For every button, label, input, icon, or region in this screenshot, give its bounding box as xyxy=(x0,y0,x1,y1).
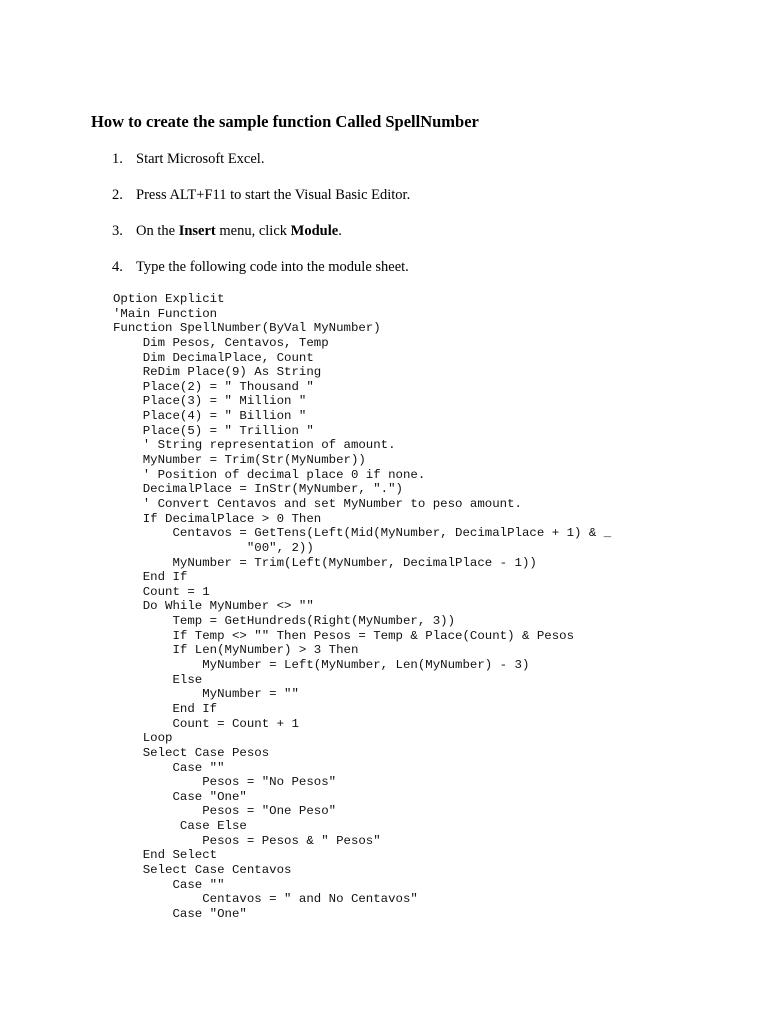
insert-menu-label: Insert xyxy=(178,223,216,239)
code-line: Option Explicit xyxy=(113,292,225,306)
vba-code-block xyxy=(113,292,611,922)
code-line: MyNumber = Trim(Left(MyNumber, DecimalPlace - 1)) xyxy=(113,555,537,570)
code-line: Case "" xyxy=(113,760,225,775)
code-line: Place(2) = " Thousand " xyxy=(113,379,314,394)
step-text xyxy=(136,222,342,240)
module-menu-item-label: Module xyxy=(290,223,339,239)
code-line: Count = 1 xyxy=(113,584,210,599)
step-text: Press ALT+F11 to start the Visual Basic Editor. xyxy=(136,187,411,203)
code-line: Case Else xyxy=(113,819,247,834)
step-text-part: menu, click xyxy=(215,223,291,239)
step-number: 1. xyxy=(112,151,123,167)
code-line: End If xyxy=(113,701,218,716)
step-text-part: . xyxy=(338,223,342,239)
code-line: MyNumber = Trim(Str(MyNumber)) xyxy=(113,453,366,468)
code-line: ' Position of decimal place 0 if none. xyxy=(113,467,426,482)
code-line: If Len(MyNumber) > 3 Then xyxy=(113,643,359,658)
code-line: If DecimalPlace > 0 Then xyxy=(113,511,322,526)
code-line: ' Convert Centavos and set MyNumber to peso amount. xyxy=(113,496,522,511)
code-line: Pesos = Pesos & " Pesos" xyxy=(113,833,381,848)
code-line: Count = Count + 1 xyxy=(113,716,299,731)
code-line: Case "One" xyxy=(113,789,247,804)
code-line: "00", 2)) xyxy=(113,540,314,555)
step-number: 2. xyxy=(112,187,123,203)
code-line: Dim Pesos, Centavos, Temp xyxy=(113,335,329,350)
code-line: Case "One" xyxy=(113,906,247,921)
code-line: Select Case Pesos xyxy=(113,745,270,760)
code-line: Case "" xyxy=(113,877,225,892)
code-line: Centavos = " and No Centavos" xyxy=(113,892,418,907)
code-line: Centavos = GetTens(Left(Mid(MyNumber, DecimalPlace + 1) & _ xyxy=(113,526,612,541)
step-text-part: On the xyxy=(136,223,179,239)
code-line: Place(3) = " Million " xyxy=(113,394,307,409)
step-number: 3. xyxy=(112,223,123,239)
step-text: Start Microsoft Excel. xyxy=(136,151,265,167)
code-line: Pesos = "One Peso" xyxy=(113,804,337,819)
code-line: Select Case Centavos xyxy=(113,862,292,877)
code-line: 'Main Function xyxy=(113,306,218,321)
code-line: Place(4) = " Billion " xyxy=(113,409,307,424)
code-line: ' String representation of amount. xyxy=(113,438,396,453)
code-line: DecimalPlace = InStr(MyNumber, ".") xyxy=(113,482,403,497)
code-line: Pesos = "No Pesos" xyxy=(113,775,337,790)
code-line: End If xyxy=(113,570,188,585)
code-line: End Select xyxy=(113,848,218,863)
code-line: Function SpellNumber(ByVal MyNumber) xyxy=(113,321,381,336)
code-line: MyNumber = "" xyxy=(113,687,299,702)
step-number: 4. xyxy=(112,259,123,275)
code-line: Place(5) = " Trillion " xyxy=(113,423,314,438)
code-line: If Temp <> "" Then Pesos = Temp & Place(Count) & Pesos xyxy=(113,628,575,643)
step-text: Type the following code into the module sheet. xyxy=(136,259,409,275)
code-line: Dim DecimalPlace, Count xyxy=(113,350,314,365)
code-line: MyNumber = Left(MyNumber, Len(MyNumber) - 3) xyxy=(113,658,530,673)
code-line: Loop xyxy=(113,731,173,746)
code-line: Do While MyNumber <> "" xyxy=(113,599,314,614)
code-line: Else xyxy=(113,672,203,687)
code-line: ReDim Place(9) As String xyxy=(113,365,322,380)
code-line: Temp = GetHundreds(Right(MyNumber, 3)) xyxy=(113,614,456,629)
document-title: How to create the sample function Called SpellNumber xyxy=(91,112,479,131)
